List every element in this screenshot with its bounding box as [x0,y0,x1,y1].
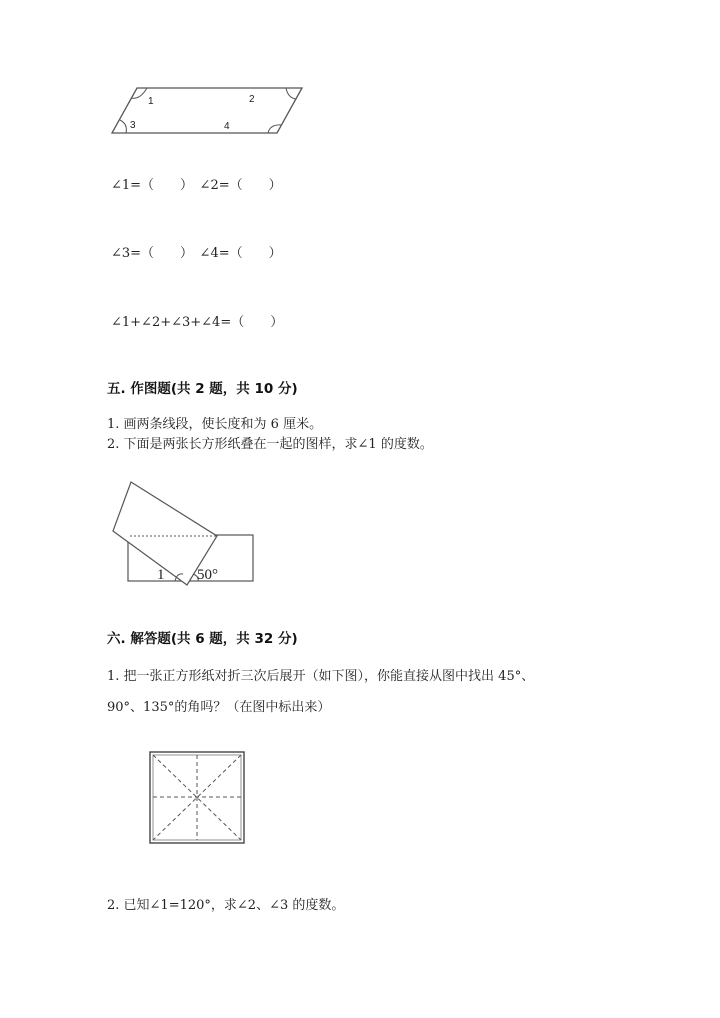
angle-label-4: 4 [224,121,230,132]
angle-line-3: ∠1+∠2+∠3+∠4=（ ） [111,315,284,330]
folded-square-figure [148,750,248,846]
section-6-title: 六. 解答题(共 6 题，共 32 分) [107,631,298,647]
angle-arc-3 [120,120,126,133]
angle-label-2: 2 [249,94,255,105]
angle-1-label: 1 [157,567,165,583]
section-5-question-1: 1. 画两条线段，使长度和为 6 厘米。 [107,417,323,432]
parallelogram-figure [100,80,320,140]
angle-50-label: 50° [197,567,218,583]
section-5-question-2: 2. 下面是两张长方形纸叠在一起的图样，求∠1 的度数。 [107,437,433,452]
overlapping-rectangles-figure [105,478,265,588]
section-6-question-1-line-1: 1. 把一张正方形纸对折三次后展开（如下图），你能直接从图中找出 45°、 [107,669,535,684]
angle-arc-2 [286,88,296,99]
angle-line-2: ∠3=（ ） ∠4=（ ） [111,246,282,261]
angle-line-1: ∠1=（ ） ∠2=（ ） [111,178,282,193]
section-6-question-1-line-2: 90°、135°的角吗？（在图中标出来） [107,700,331,715]
section-5-title: 五. 作图题(共 2 题，共 10 分) [107,381,298,397]
section-6-question-2: 2. 已知∠1=120°，求∠2、∠3 的度数。 [107,898,345,913]
angle-label-1: 1 [148,96,154,107]
angle-label-3: 3 [130,120,136,131]
